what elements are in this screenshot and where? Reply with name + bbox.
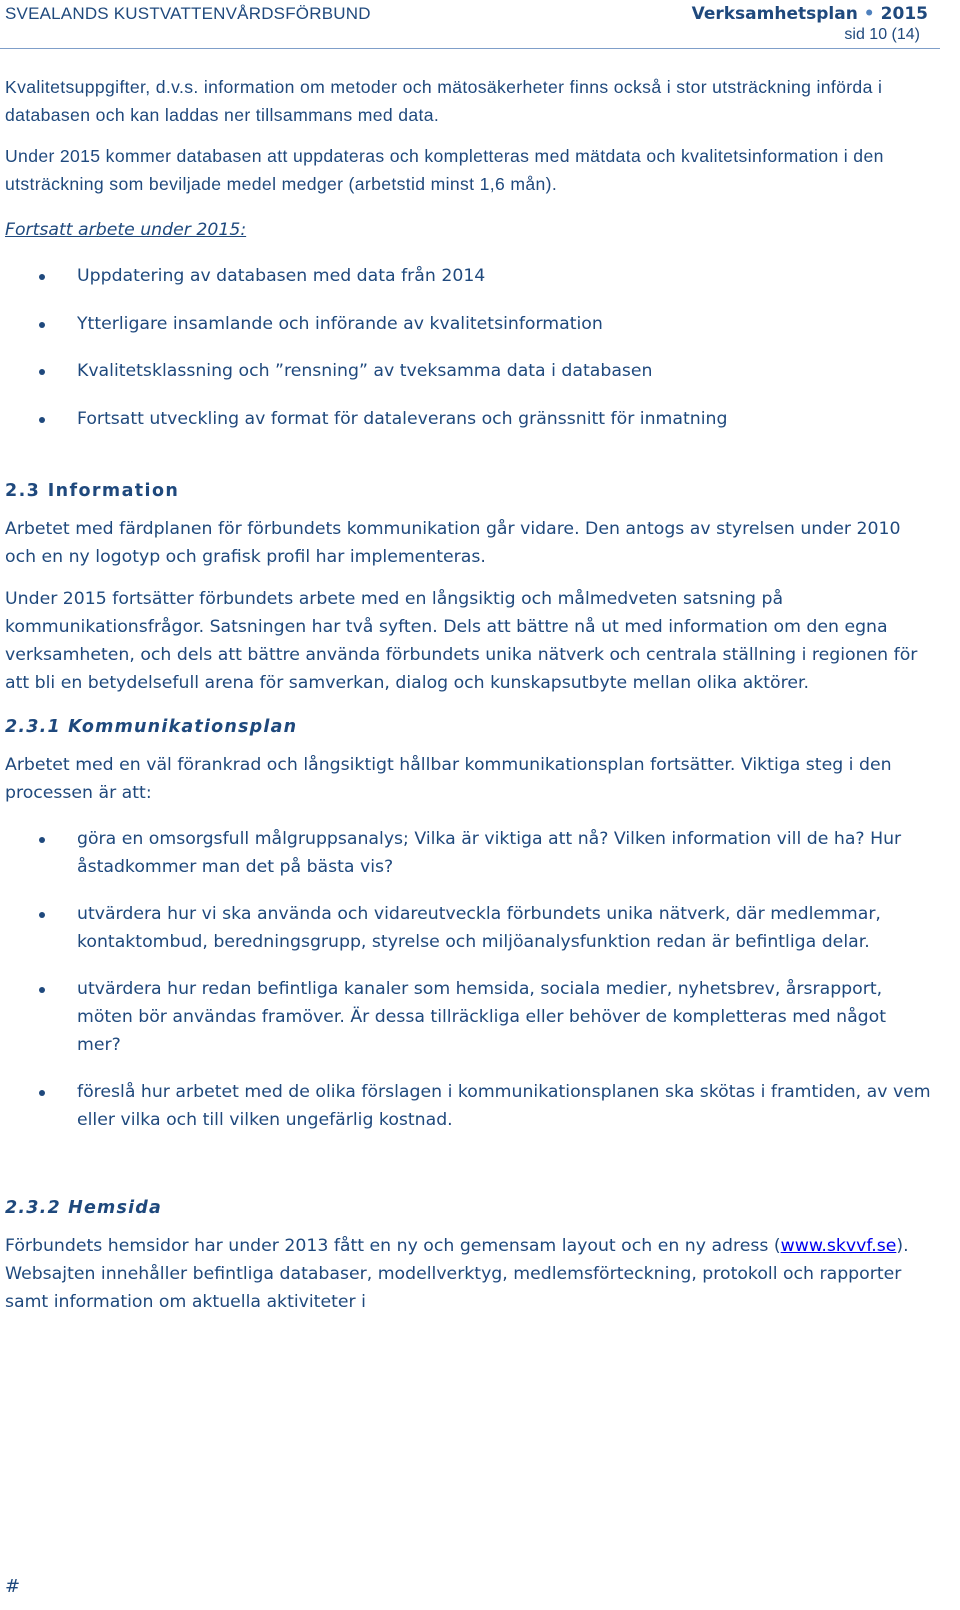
page-content <box>5 74 935 1330</box>
website-text-after: ). Websajten innehåller befintliga databaser, modellverktyg, medlemsförteckning, protokoll och rapporter samt information om aktuella aktiviteter i <box>5 1235 909 1312</box>
page-number: sid 10 (14) <box>844 26 920 43</box>
footer-mark: # <box>5 1576 21 1597</box>
communication-steps-list <box>5 825 935 1134</box>
list-item: Ytterligare insamlande och införande av kvalitetsinformation <box>5 310 935 338</box>
list-item: föreslå hur arbetet med de olika förslagen i kommunikationsplanen ska skötas i framtiden, av vem eller vilka och till vilken ungefärlig kostnad. <box>5 1078 935 1134</box>
doc-title: Verksamhetsplan <box>691 4 858 24</box>
continued-work-list <box>5 262 935 433</box>
list-item: utvärdera hur redan befintliga kanaler som hemsida, sociala medier, nyhetsbrev, årsrapport, möten bör användas framöver. Är dessa tillräckliga eller behöver de kompletteras med något mer? <box>5 975 935 1059</box>
section-heading-2-3-1: 2.3.1 Kommunikationsplan <box>5 716 298 737</box>
intro-paragraph-1: Kvalitetsuppgifter, d.v.s. information om metoder och mätosäkerheter finns också i stor utsträckning införda i databasen och kan laddas ner tillsammans med data. <box>5 77 883 125</box>
list-item: utvärdera hur vi ska använda och vidareutveckla förbundets unika nätverk, där medlemmar, kontaktombud, beredningsgrupp, styrelse och miljöanalysfunktion redan är befintliga delar. <box>5 900 935 956</box>
intro-paragraph-2: Under 2015 kommer databasen att uppdateras och kompletteras med mätdata och kvalitetsinformation i den utsträckning som beviljade medel medger (arbetstid minst 1,6 mån). <box>5 146 884 194</box>
list-item: Uppdatering av databasen med data från 2014 <box>5 262 935 290</box>
section-2-3-1-paragraph: Arbetet med en väl förankrad och långsiktigt hållbar kommunikationsplan fortsätter. Viktiga steg i den processen är att: <box>5 754 892 803</box>
section-2-3-paragraph-1: Arbetet med färdplanen för förbundets kommunikation går vidare. Den antogs av styrelsen under 2010 och en ny logotyp och grafisk profil har implementeras. <box>5 518 901 567</box>
doc-year: 2015 <box>880 4 928 24</box>
section-heading-2-3-2: 2.3.2 Hemsida <box>5 1197 163 1218</box>
section-2-3-2-paragraph <box>5 1232 935 1316</box>
section-heading-2-3: 2.3 Information <box>5 480 180 501</box>
continued-work-heading: Fortsatt arbete under 2015: <box>5 220 247 240</box>
list-item: Fortsatt utveckling av format för dataleverans och gränssnitt för inmatning <box>5 405 935 433</box>
list-item: Kvalitetsklassning och ”rensning” av tveksamma data i databasen <box>5 357 935 385</box>
section-2-3-paragraph-2: Under 2015 fortsätter förbundets arbete med en långsiktig och målmedveten satsning på kommunikationsfrågor. Satsningen har två syften. Dels att bättre nå ut med information om den egna verksamheten, och dels att bättre använda förbundets unika nätverk och centrala ställning i regionen för att bli en betydelsefull arena för samverkan, dialog och kunskapsutbyte mellan olika aktörer. <box>5 588 918 693</box>
header-divider <box>0 48 940 49</box>
header-doc-title <box>692 4 928 24</box>
bullet-separator-icon: • <box>863 4 875 24</box>
header-org-name: SVEALANDS KUSTVATTENVÅRDSFÖRBUND <box>5 4 371 23</box>
website-text-before: Förbundets hemsidor har under 2013 fått en ny och gemensam layout och en ny adress ( <box>5 1235 781 1256</box>
list-item: göra en omsorgsfull målgruppsanalys; Vilka är viktiga att nå? Vilken information vill de ha? Hur åstadkommer man det på bästa vis? <box>5 825 935 881</box>
website-link[interactable]: www.skvvf.se <box>780 1235 897 1256</box>
